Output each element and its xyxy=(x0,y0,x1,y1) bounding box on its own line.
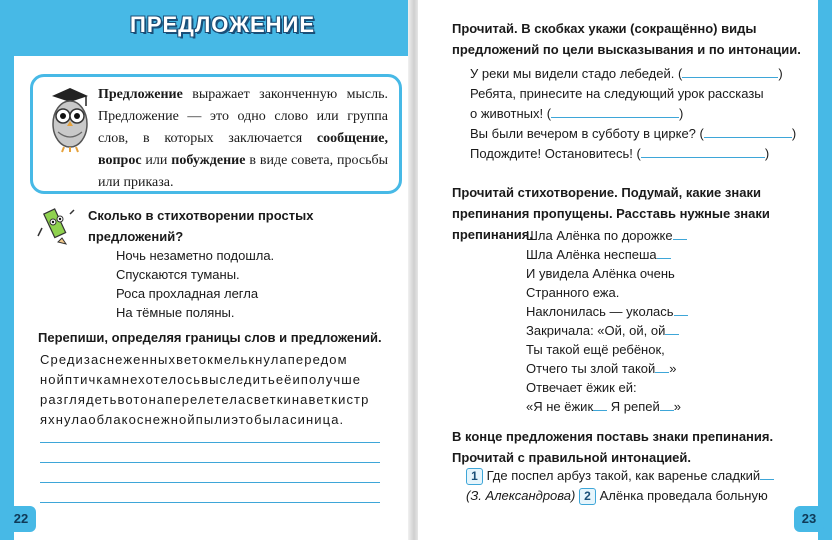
poem-line: Отчего ты злой такой » xyxy=(526,361,677,376)
poem-line: Закричала: «Ой, ой, ой xyxy=(526,321,679,341)
answer-blank[interactable] xyxy=(682,66,778,78)
poem-line: Ты такой ещё ребёнок, xyxy=(526,342,665,357)
poem-line: Ночь незаметно подошла. xyxy=(116,248,275,263)
owl-teacher-icon xyxy=(46,84,92,154)
task2-heading: Перепиши, определяя границы слов и предложений. xyxy=(38,330,382,345)
rule-text-part: выражает законченную мысль. Предложение — это одно слово или группа слов, в которых заключается xyxy=(98,87,388,146)
pencil-character-icon xyxy=(36,206,76,246)
sentence-item: У реки мы видели стадо лебедей. ( ) xyxy=(470,66,783,81)
right-edge-strip xyxy=(818,0,832,540)
punctuation-blank[interactable] xyxy=(660,399,674,411)
page-number-left: 22 xyxy=(6,506,36,532)
item-number-badge: 2 xyxy=(579,488,596,505)
poem-line: Шла Алёнка по дорожке xyxy=(526,226,687,246)
writing-line[interactable] xyxy=(40,442,380,443)
task4-heading: Прочитай стихотворение. Подумай, какие знаки препинания пропущены. Расставь нужные знаки препинания. xyxy=(452,185,770,242)
poem-line: Шла Алёнка неспеша xyxy=(526,245,671,265)
sentence-item: Ребята, принесите на следующий урок рассказы xyxy=(470,86,764,101)
punctuation-blank[interactable] xyxy=(655,361,669,373)
poem-line: Спускаются туманы. xyxy=(116,267,240,282)
punctuation-blank[interactable] xyxy=(673,228,687,240)
poem-line: Роса прохладная легла xyxy=(116,286,259,301)
item-number-badge: 1 xyxy=(466,468,483,485)
writing-line[interactable] xyxy=(40,502,380,503)
scrambled-text-line: Средизаснеженныхветокмелькнулапередом xyxy=(40,352,348,367)
left-edge-strip xyxy=(0,0,14,540)
rule-term: Предложение xyxy=(98,87,183,102)
task3-heading: Прочитай. В скобках укажи (сокращённо) виды предложений по цели высказывания и по интонации. xyxy=(452,21,801,57)
answer-blank[interactable] xyxy=(551,106,679,118)
page-number-right: 23 xyxy=(794,506,824,532)
exercise-line: (З. Александрова) 2 Алёнка проведала больную xyxy=(466,488,768,504)
rule-term: сообщение, вопрос xyxy=(98,131,388,168)
answer-blank[interactable] xyxy=(704,126,792,138)
author-attribution: (З. Александрова) xyxy=(466,488,576,503)
poem-line: «Я не ёжик Я репей » xyxy=(526,399,681,414)
task1-heading: Сколько в стихотворении простых предложений? xyxy=(88,208,314,244)
sentence-item: Подождите! Остановитесь! ( ) xyxy=(470,146,770,161)
scrambled-text-line: разглядетьвотонаперелетеласветкинаветкистр xyxy=(40,392,370,407)
rule-text-part: или xyxy=(141,153,172,168)
left-page xyxy=(0,0,410,540)
punctuation-blank[interactable] xyxy=(760,468,774,480)
writing-line[interactable] xyxy=(40,462,380,463)
poem-line: Наклонилась — уколась xyxy=(526,302,688,322)
exercise-line: 1 Где поспел арбуз такой, как варенье сладкий xyxy=(466,466,774,486)
poem-line: Странного ежа. xyxy=(526,285,620,300)
scrambled-text-line: нойптичкамнехотелосьвыследитьеёиполучше xyxy=(40,372,362,387)
punctuation-blank[interactable] xyxy=(665,323,679,335)
scrambled-text-line: яхнулаоблакоснежнойпылиэтобыласиница. xyxy=(40,412,345,427)
task5-heading: В конце предложения поставь знаки препинания. Прочитай с правильной интонацией. xyxy=(452,429,774,465)
answer-blank[interactable] xyxy=(641,146,765,158)
poem-line: Отвечает ёжик ей: xyxy=(526,380,637,395)
page-title: ПРЕДЛОЖЕНИЕ xyxy=(130,12,316,37)
rule-term: побуждение xyxy=(171,153,246,168)
sentence-item: о животных! ( ) xyxy=(470,106,684,121)
writing-line[interactable] xyxy=(40,482,380,483)
poem-line: И увидела Алёнка очень xyxy=(526,266,675,281)
punctuation-blank[interactable] xyxy=(657,247,671,259)
poem-line: На тёмные поляны. xyxy=(116,305,235,320)
sentence-item: Вы были вечером в субботу в цирке? ( ) xyxy=(470,126,797,141)
rule-text xyxy=(98,84,388,194)
punctuation-blank[interactable] xyxy=(593,399,607,411)
rule-text-part: в виде совета, просьбы или приказа. xyxy=(98,153,388,190)
punctuation-blank[interactable] xyxy=(674,304,688,316)
